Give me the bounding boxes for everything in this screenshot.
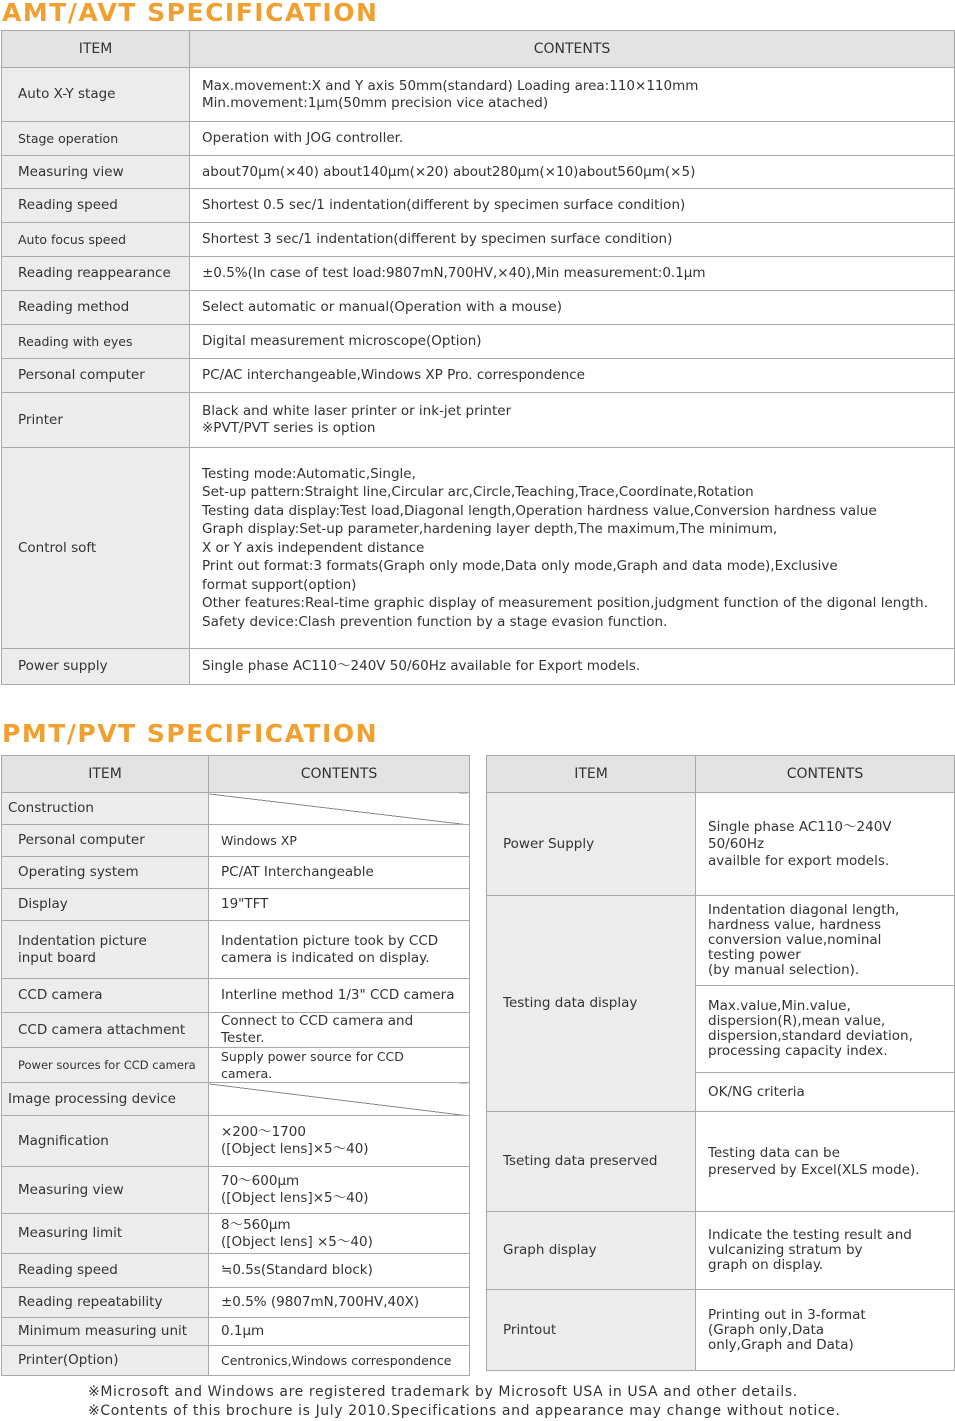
pmt-item-value: ×200～1700 ([Object lens]×5～40) [209,1116,470,1167]
pmt-right-item-label: Graph display [487,1212,696,1290]
pmt-item-label: Operating system [2,857,209,889]
pmt-right-item-label: Tseting data preserved [487,1112,696,1212]
amt-item-value: about70μm(×40) about140μm(×20) about280μm(×10)about560μm(×5) [190,156,955,189]
pmt-item-label: Printer(Option) [2,1346,209,1376]
amt-item-label: Reading speed [2,189,190,223]
pmt-item-label: Measuring limit [2,1214,209,1254]
pmt-item-value: Supply power source for CCD camera. [209,1048,470,1083]
pmt-right-item-value: Indentation diagonal length, hardness value, hardness conversion value,nominal testing power (by manual selection). [696,896,955,986]
pmt-right-header-item: ITEM [487,756,696,793]
pmt-item-label: Minimum measuring unit [2,1318,209,1346]
amt-item-label: Measuring view [2,156,190,189]
pmt-right-item-value: Indicate the testing result and vulcanizing stratum by graph on display. [696,1212,955,1290]
pmt-left-table [1,755,470,1376]
pmt-item-value: Centronics,Windows correspondence [209,1346,470,1376]
pmt-title: PMT/PVT SPECIFICATION [2,719,379,748]
amt-title: AMT/AVT SPECIFICATION [2,0,379,27]
pmt-right-header-contents: CONTENTS [696,756,955,793]
pmt-item-value: Windows XP [209,825,470,857]
amt-item-label: Reading method [2,291,190,325]
pmt-item-label: Reading speed [2,1254,209,1288]
amt-item-value: Black and white laser printer or ink-jet printer ※PVT/PVT series is option [190,393,955,448]
amt-item-value: PC/AC interchangeable,Windows XP Pro. correspondence [190,359,955,393]
amt-item-label: Reading reappearance [2,257,190,291]
pmt-right-item-value: Max.value,Min.value, dispersion(R),mean value, dispersion,standard deviation, processing capacity index. [696,986,955,1073]
amt-item-label: Power supply [2,649,190,685]
pmt-right-item-label: Power Supply [487,793,696,896]
pmt-item-label: Reading repeatability [2,1288,209,1318]
footnote-brochure-date: ※Contents of this brochure is July 2010.Specifications and appearance may change without notice. [88,1403,841,1419]
amt-item-value: Shortest 3 sec/1 indentation(different by specimen surface condition) [190,223,955,257]
pmt-item-label: Display [2,889,209,921]
pmt-item-value: 0.1μm [209,1318,470,1346]
amt-item-value: Select automatic or manual(Operation with a mouse) [190,291,955,325]
pmt-item-label: Indentation picture input board [2,921,209,979]
amt-item-value: Shortest 0.5 sec/1 indentation(different by specimen surface condition) [190,189,955,223]
pmt-item-value: 70～600μm ([Object lens]×5～40) [209,1167,470,1214]
pmt-item-value: Indentation picture took by CCD camera is indicated on display. [209,921,470,979]
pmt-item-label: Measuring view [2,1167,209,1214]
pmt-item-value: 19"TFT [209,889,470,921]
pmt-right-table [486,755,955,1371]
pmt-right-item-label: Testing data display [487,896,696,1112]
pmt-item-value: ≒0.5s(Standard block) [209,1254,470,1288]
footnotes [88,1383,840,1421]
pmt-item-value: Interline method 1/3" CCD camera [209,979,470,1013]
pmt-item-label: Power sources for CCD camera [2,1048,209,1083]
amt-header-contents: CONTENTS [190,31,955,68]
pmt-right-item-value: Printing out in 3-format (Graph only,Data only,Graph and Data) [696,1290,955,1371]
pmt-item-value: PC/AT Interchangeable [209,857,470,889]
amt-item-value: Digital measurement microscope(Option) [190,325,955,359]
pmt-item-label: Personal computer [2,825,209,857]
pmt-item-label: Magnification [2,1116,209,1167]
amt-item-label: Control soft [2,448,190,649]
image-processing-diagonal-cell [209,1083,470,1116]
footnote-trademark: ※Microsoft and Windows are registered trademark by Microsoft USA in USA and other details. [88,1384,798,1400]
pmt-item-label: CCD camera [2,979,209,1013]
amt-item-label: Auto focus speed [2,223,190,257]
pmt-left-header-item: ITEM [2,756,209,793]
amt-item-label: Auto X-Y stage [2,68,190,122]
pmt-item-label: CCD camera attachment [2,1013,209,1048]
amt-item-label: Stage operation [2,122,190,156]
construction-section-label: Construction [2,793,209,825]
amt-item-label: Reading with eyes [2,325,190,359]
amt-item-label: Personal computer [2,359,190,393]
amt-header-item: ITEM [2,31,190,68]
amt-item-value: Testing mode:Automatic,Single, Set-up pattern:Straight line,Circular arc,Circle,Teaching,Trace,Coordinate,Rotation Testing data display:Test load,Diagonal length,Operation hardness value,Conversion hardness value Graph display:Set-up parameter,hardening layer depth,The maximum,The minimum, X or Y axis independent distance Print out format:3 formats(Graph only mode,Data only mode,Graph and data mode),Exclusive format support(option) Other features:Real-time graphic display of measurement position,judgment function of the digonal length. Safety device:Clash prevention function by a stage evasion function. [190,448,955,649]
pmt-item-value: Connect to CCD camera and Tester. [209,1013,470,1048]
pmt-right-item-label: Printout [487,1290,696,1371]
amt-item-value: Operation with JOG controller. [190,122,955,156]
amt-spec-table [1,30,955,685]
image-processing-section-label: Image processing device [2,1083,209,1116]
amt-item-value: Max.movement:X and Y axis 50mm(standard) Loading area:110×110mm Min.movement:1μm(50mm precision vice atached) [190,68,955,122]
amt-item-value: ±0.5%(In case of test load:9807mN,700HV,×40),Min measurement:0.1μm [190,257,955,291]
pmt-right-item-value: Single phase AC110～240V 50/60Hz availble for export models. [696,793,955,896]
pmt-item-value: ±0.5% (9807mN,700HV,40X) [209,1288,470,1318]
amt-item-value: Single phase AC110～240V 50/60Hz available for Export models. [190,649,955,685]
pmt-right-item-value: Testing data can be preserved by Excel(XLS mode). [696,1112,955,1212]
construction-diagonal-cell [209,793,470,825]
pmt-right-item-value: OK/NG criteria [696,1073,955,1112]
pmt-left-header-contents: CONTENTS [209,756,470,793]
pmt-item-value: 8～560μm ([Object lens] ×5～40) [209,1214,470,1254]
amt-item-label: Printer [2,393,190,448]
